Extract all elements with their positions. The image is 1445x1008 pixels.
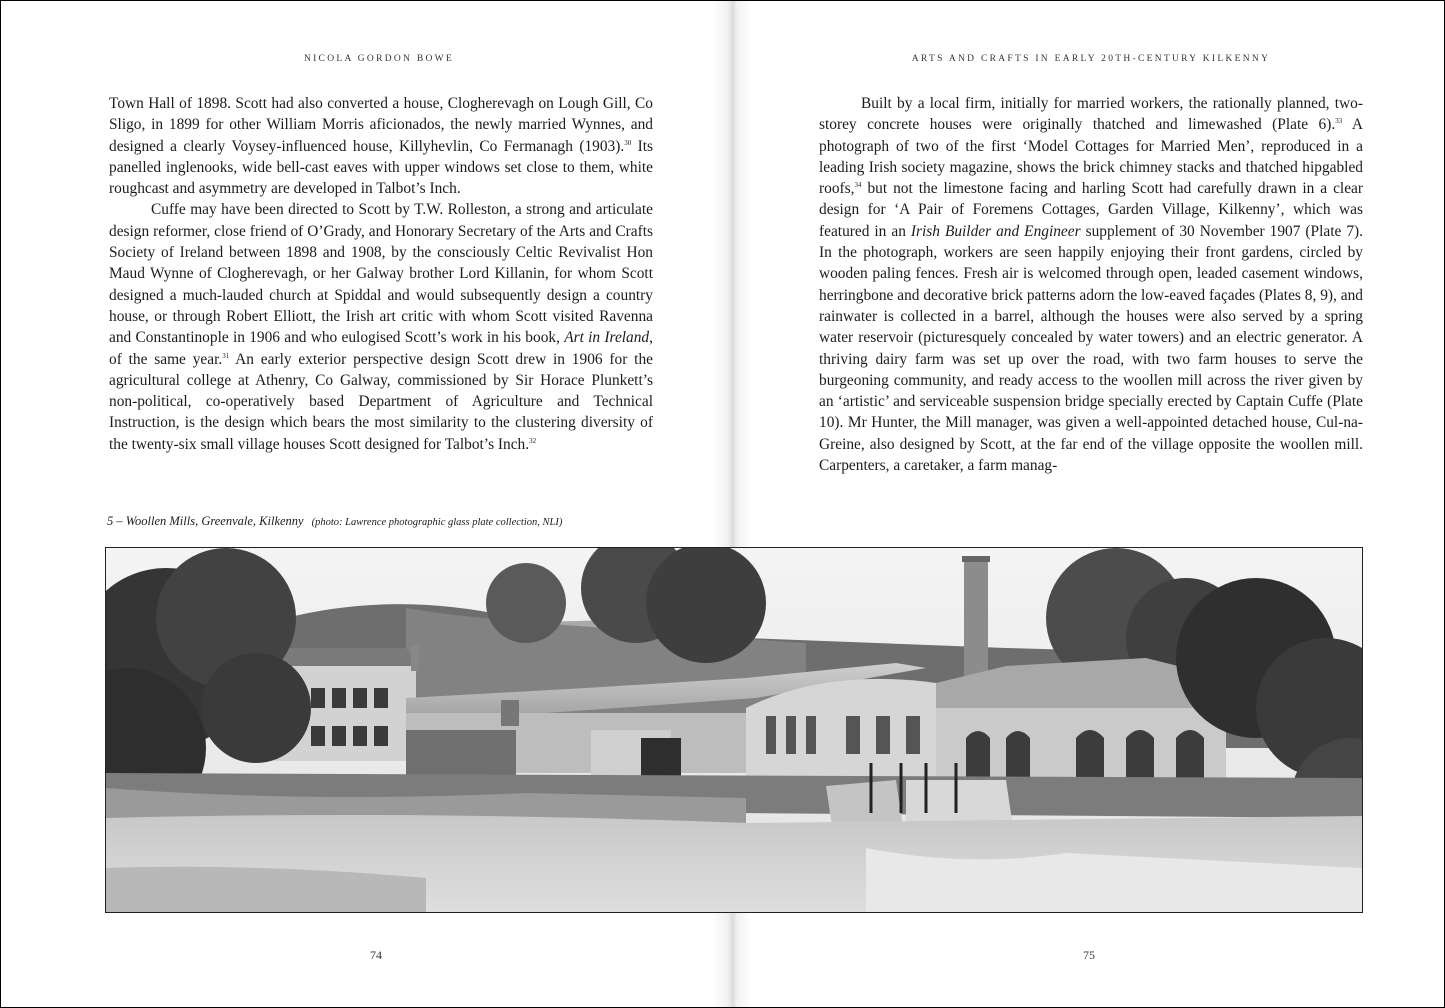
footnote-marker: 31: [222, 351, 230, 360]
left-text-column: [109, 93, 653, 455]
publication-title: Irish Builder and Engineer: [910, 222, 1081, 240]
footnote-marker: 30: [624, 138, 632, 147]
right-text-column: [819, 93, 1363, 476]
running-head-right: ARTS AND CRAFTS IN EARLY 20TH-CENTURY KILKENNY: [911, 54, 1271, 64]
paragraph: Town Hall of 1898. Scott had also converted a house, Clogherevagh on Lough Gill, Co Sligo, in 1899 for other William Morris aficionados, the newly married Wynnes, and designed a clearly Voysey-influenced house, Killyhevlin, Co Fermanagh (1903).$^{30}$ Its panelled inglenooks, wide bell-cast eaves with upper windows set close to them, white roughcast and asymmetry are developed in Talbot’s Inch.: [109, 95, 653, 198]
paragraph: Cuffe may have been directed to Scott by T.W. Rolleston, a strong and articulate design reformer, close friend of O’Grady, and Honorary Secretary of the Arts and Crafts Society of Ireland between 1898 and 1908, by the consciously Celtic Revivalist Hon Maud Wynne of Clogherevagh, or her Galway brother Lord Killanin, for whom Scott designed a much-lauded church at Spiddal and would subsequently design a country house, or through Robert Elliott, the Irish art critic with whom Scott visited Ravenna and Constantinople in 1906 and who eulogised Scott’s work in his book, Art in Ireland, of the same year.$^{31}$ An early exterior perspective design Scott drew in 1906 for the agricultural college at Athenry, Co Galway, commissioned by Sir Horace Plunkett’s non-political, co-operatively based Department of Agriculture and Technical Instruction, is the design which bears the most similarity to the clustering diversity of the twenty-six small village houses Scott designed for Talbot’s Inch.$^{32}$: [109, 201, 653, 453]
figure-caption: [107, 514, 807, 529]
caption-credit: (photo: Lawrence photographic glass plate collection, NLI): [311, 517, 563, 528]
woollen-mills-photograph: [105, 547, 1363, 913]
photo-illustration: [106, 548, 1362, 912]
footnote-marker: 34: [854, 181, 862, 190]
paragraph: Built by a local firm, initially for married workers, the rationally planned, two-storey concrete houses were originally thatched and limewashed (Plate 6).$^{33}$ A photograph of two of the first ‘Model Cottages for Married Men’, reproduced in a leading Irish society magazine, shows the brick chimney stacks and thatched hipgabled roofs,$^{34}$ but not the limestone facing and harling Scott had carefully drawn in a clear design for ‘A Pair of Foremens Cottages, Garden Village, Kilkenny’, which was featured in an Irish Builder and Engineer supplement of 30 November 1907 (Plate 7). In the photograph, workers are seen happily enjoying their front gardens, circled by wooden paling fences. Fresh air is welcomed through open, leaded casement windows, herringbone and decorative brick patterns adorn the low-eaved façades (Plates 8, 9), and rainwater is collected in a barrel, although the houses were also served by a spring water reservoir (picturesquely concealed by water towers) and an electric generator. A thriving dairy farm was set up over the road, with two farm houses to serve the burgeoning community, and ready access to the woollen mill across the river given by an ‘artistic’ and serviceable suspension bridge specially erected by Captain Cuffe (Plate 10). Mr Hunter, the Mill manager, was given a well-appointed detached house, Cul-na-Greine, also designed by Scott, at the far end of the village opposite the woollen mill. Carpenters, a caretaker, a farm manag-: [819, 95, 1363, 475]
caption-title: 5 – Woollen Mills, Greenvale, Kilkenny: [107, 514, 304, 528]
book-title: Art in Ireland: [564, 329, 650, 347]
page-number-left: 74: [370, 948, 382, 962]
running-head-left: NICOLA GORDON BOWE: [303, 54, 455, 64]
footnote-marker: 32: [529, 436, 537, 445]
page-number-right: 75: [1083, 948, 1095, 962]
footnote-marker: 33: [1335, 117, 1343, 126]
